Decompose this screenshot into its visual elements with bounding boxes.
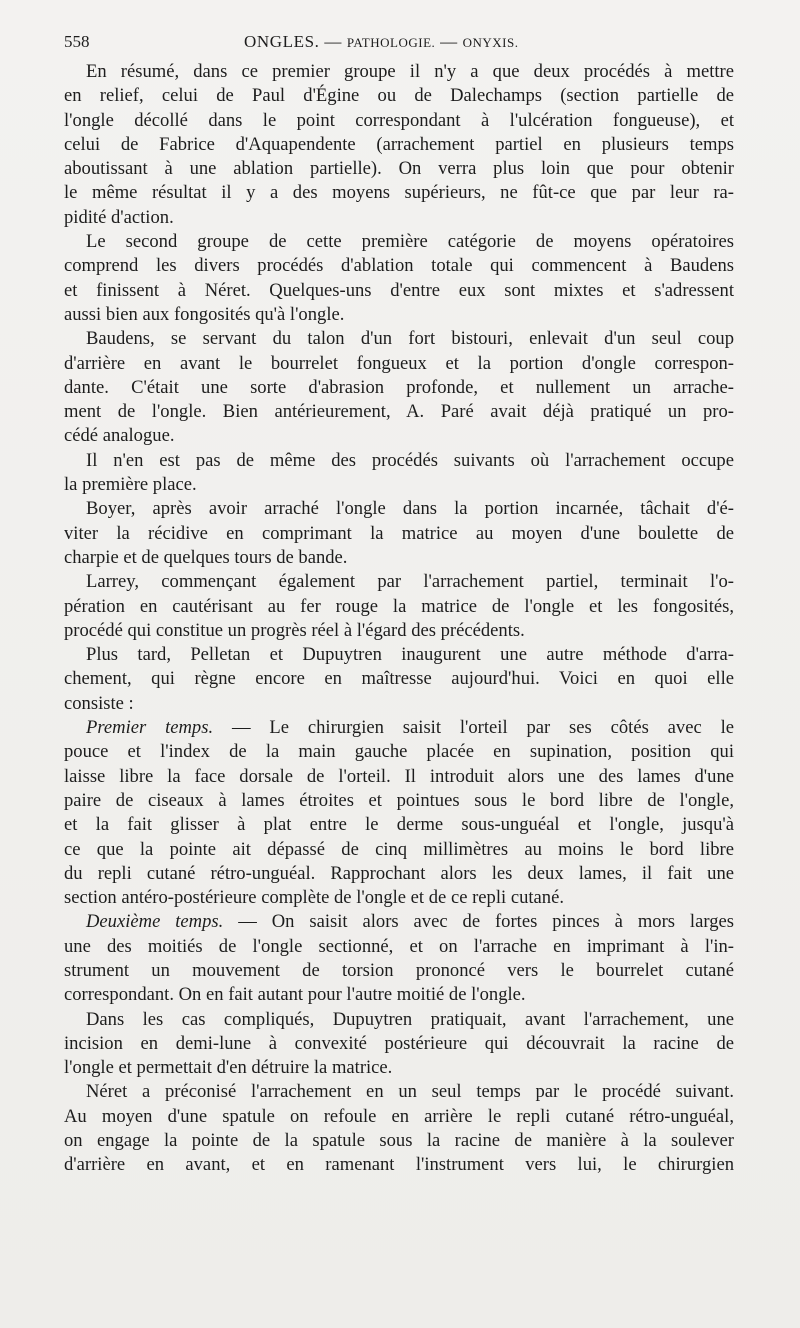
paragraph — [64, 570, 734, 643]
line-text: ment de l'ongle. Bien antérieurement, A. Paré avait déjà pratiqué un pro- — [64, 401, 734, 423]
line-text: une des moitiés de l'ongle sectionné, et on l'arrache en imprimant à l'in- — [64, 935, 734, 957]
text-line — [64, 1056, 734, 1080]
text-line — [64, 910, 734, 934]
line-text: viter la récidive en comprimant la matrice au moyen d'une boulette de — [64, 522, 734, 544]
line-text: du repli cutané rétro-unguéal. Rapprochant alors les deux lames, il fait une — [64, 862, 734, 884]
running-head-separator: — — [319, 32, 347, 51]
line-text: Baudens, se servant du talon d'un fort bistouri, enlevait d'un seul coup — [86, 328, 734, 350]
paragraph — [64, 497, 734, 570]
paragraph-lead-italic: Deuxième temps. — [86, 911, 224, 933]
text-line — [64, 1105, 734, 1129]
text-line — [64, 206, 734, 230]
text-line — [64, 716, 734, 740]
line-text: la première place. — [64, 474, 197, 496]
line-text: dante. C'était une sorte d'abrasion profonde, et nullement un arrache- — [64, 376, 734, 398]
running-head-separator: — — [435, 32, 463, 51]
text-line — [64, 84, 734, 108]
text-line — [64, 424, 734, 448]
line-text: le même résultat il y a des moyens supérieurs, ne fût-ce que par leur ra- — [64, 182, 734, 204]
line-text: charpie et de quelques tours de bande. — [64, 546, 348, 568]
running-head-section: PATHOLOGIE. — [346, 35, 436, 50]
text-line — [64, 1032, 734, 1056]
text-line — [64, 376, 734, 400]
line-text: strument un mouvement de torsion prononcé vers le bourrelet cutané — [64, 959, 734, 981]
text-line — [64, 838, 734, 862]
text-line — [64, 1153, 734, 1177]
text-line — [64, 595, 734, 619]
line-text: Dans les cas compliqués, Dupuytren pratiquait, avant l'arrachement, une — [86, 1008, 734, 1030]
text-line — [64, 400, 734, 424]
text-line — [64, 570, 734, 594]
line-text: section antéro-postérieure complète de l'ongle et de ce repli cutané. — [64, 887, 564, 909]
line-text: — On saisit alors avec de fortes pinces à mors larges — [223, 911, 734, 933]
line-text: celui de Fabrice d'Aquapendente (arrachement partiel en plusieurs temps — [64, 133, 734, 155]
line-text: chement, qui règne encore en maîtresse aujourd'hui. Voici en quoi elle — [64, 668, 734, 690]
line-text: Au moyen d'une spatule on refoule en arrière le repli cutané rétro-unguéal, — [64, 1105, 734, 1127]
text-line — [64, 692, 734, 716]
line-text: Plus tard, Pelletan et Dupuytren inaugurent une autre méthode d'arra- — [86, 644, 734, 666]
text-line — [64, 1080, 734, 1104]
paragraph — [64, 1008, 734, 1081]
line-text: incision en demi-lune à convexité postérieure qui découvrait la racine de — [64, 1032, 734, 1054]
text-line — [64, 327, 734, 351]
line-text: l'ongle et permettait d'en détruire la matrice. — [64, 1057, 393, 1079]
line-text: pération en cautérisant au fer rouge la matrice de l'ongle et les fongosités, — [64, 595, 734, 617]
line-text: Néret a préconisé l'arrachement en un seul temps par le procédé suivant. — [86, 1081, 734, 1103]
page-header — [64, 30, 754, 54]
line-text: paire de ciseaux à lames étroites et pointues sous le bord libre de l'ongle, — [64, 789, 734, 811]
paragraph-lead-italic: Premier temps. — [86, 717, 214, 739]
text-line — [64, 1008, 734, 1032]
text-line — [64, 181, 734, 205]
text-line — [64, 959, 734, 983]
text-line — [64, 740, 734, 764]
line-text: d'arrière en avant le bourrelet fongueux et la portion d'ongle correspon- — [64, 352, 734, 374]
line-text: aussi bien aux fongosités qu'à l'ongle. — [64, 303, 345, 325]
paragraph — [64, 643, 734, 716]
line-text: laisse libre la face dorsale de l'orteil. Il introduit alors une des lames d'une — [64, 765, 734, 787]
paragraph — [64, 230, 734, 327]
line-text: pouce et l'index de la main gauche placée en supination, position qui — [64, 741, 734, 763]
line-text: comprend les divers procédés d'ablation totale qui commencent à Baudens — [64, 255, 734, 277]
line-text: on engage la pointe de la spatule sous la racine de manière à la soulever — [64, 1130, 734, 1152]
line-text: consiste : — [64, 692, 134, 714]
line-text: procédé qui constitue un progrès réel à l'égard des précédents. — [64, 619, 525, 641]
line-text: Boyer, après avoir arraché l'ongle dans la portion incarnée, tâchait d'é- — [86, 498, 734, 520]
text-line — [64, 1129, 734, 1153]
text-line — [64, 667, 734, 691]
text-line — [64, 133, 734, 157]
line-text: Il n'en est pas de même des procédés suivants où l'arrachement occupe — [86, 449, 734, 471]
line-text: cédé analogue. — [64, 425, 175, 447]
text-line — [64, 813, 734, 837]
text-line — [64, 643, 734, 667]
line-text: d'arrière en avant, et en ramenant l'instrument vers lui, le chirurgien — [64, 1154, 734, 1176]
text-line — [64, 546, 734, 570]
paragraph — [64, 327, 734, 448]
line-text: et finissent à Néret. Quelques-uns d'entre eux sont mixtes et s'adressent — [64, 279, 734, 301]
paragraph — [64, 910, 734, 1007]
line-text: pidité d'action. — [64, 206, 174, 228]
text-line — [64, 109, 734, 133]
running-head — [244, 30, 518, 55]
text-line — [64, 279, 734, 303]
text-line — [64, 935, 734, 959]
text-line — [64, 983, 734, 1007]
paragraph — [64, 60, 734, 230]
line-text: l'ongle décollé dans le point correspondant à l'ulcération fongueuse), et — [64, 109, 734, 131]
paragraph — [64, 449, 734, 498]
text-line — [64, 473, 734, 497]
text-line — [64, 230, 734, 254]
line-text: ce que la pointe ait dépassé de cinq millimètres au moins le bord libre — [64, 838, 734, 860]
text-line — [64, 254, 734, 278]
text-line — [64, 862, 734, 886]
text-line — [64, 522, 734, 546]
line-text: correspondant. On en fait autant pour l'autre moitié de l'ongle. — [64, 984, 526, 1006]
text-line — [64, 303, 734, 327]
text-line — [64, 449, 734, 473]
page-number: 558 — [64, 32, 90, 51]
text-line — [64, 497, 734, 521]
running-head-subsection: ONYXIS. — [462, 35, 519, 50]
running-head-main: ONGLES. — [244, 32, 320, 51]
line-text: Le second groupe de cette première catégorie de moyens opératoires — [86, 231, 734, 253]
paragraph — [64, 716, 734, 910]
text-line — [64, 352, 734, 376]
body-text — [64, 60, 734, 1178]
text-line — [64, 789, 734, 813]
text-line — [64, 765, 734, 789]
text-line — [64, 157, 734, 181]
line-text: Larrey, commençant également par l'arrachement partiel, terminait l'o- — [86, 571, 734, 593]
line-text: — Le chirurgien saisit l'orteil par ses côtés avec le — [213, 717, 734, 739]
line-text: En résumé, dans ce premier groupe il n'y a que deux procédés à mettre — [86, 61, 734, 82]
line-text: aboutissant à une ablation partielle). On verra plus loin que pour obtenir — [64, 158, 734, 180]
line-text: et la fait glisser à plat entre le derme sous-unguéal et l'ongle, jusqu'à — [64, 814, 734, 836]
text-line — [64, 60, 734, 84]
paragraph — [64, 1080, 734, 1177]
text-line — [64, 619, 734, 643]
text-line — [64, 886, 734, 910]
line-text: en relief, celui de Paul d'Égine ou de Dalechamps (section partielle de — [64, 85, 734, 107]
